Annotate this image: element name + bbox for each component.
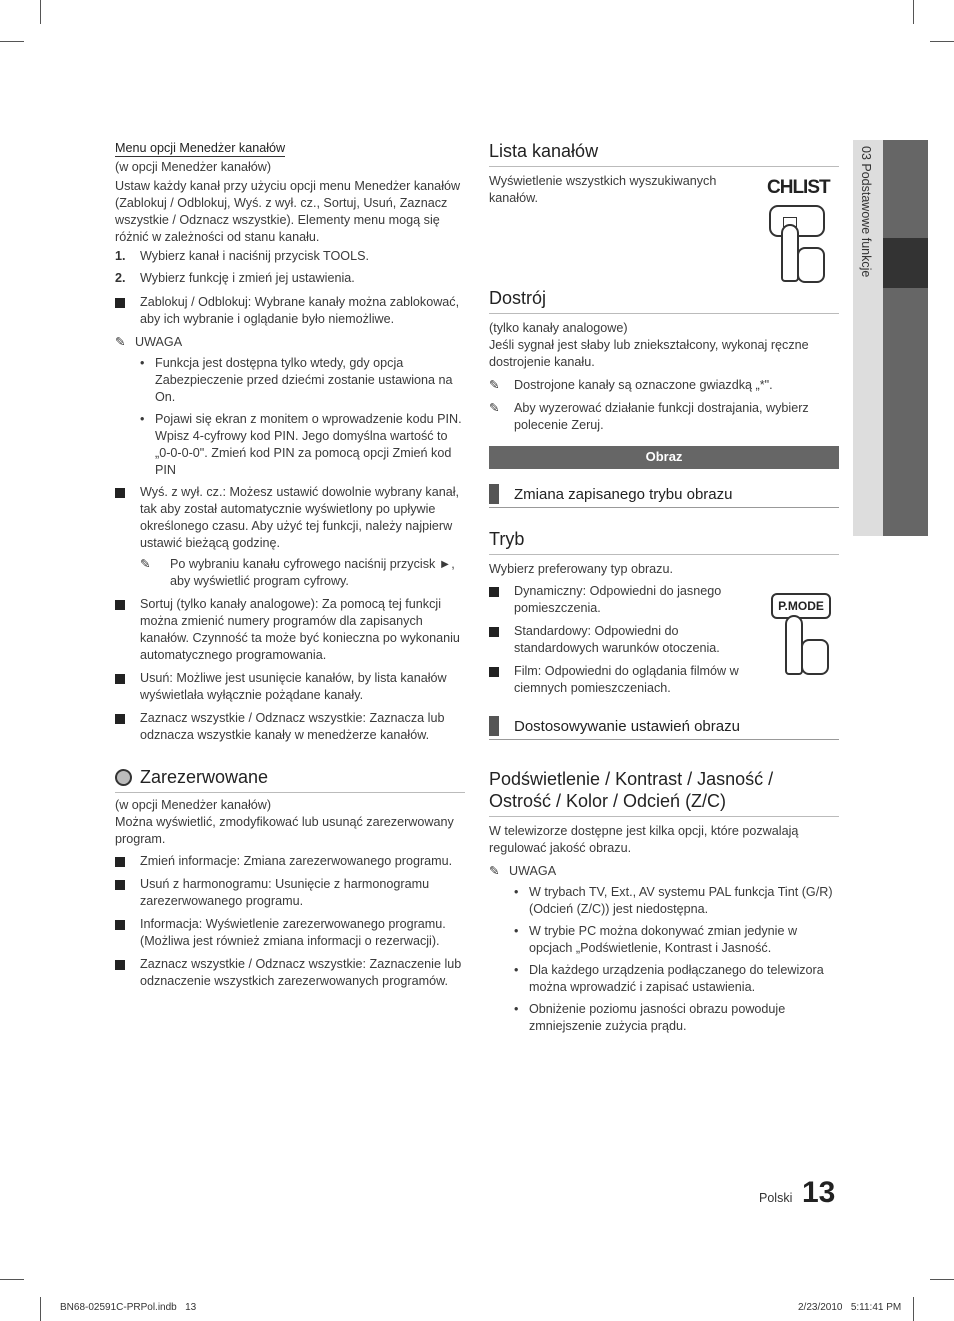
menu-heading: Menu opcji Menedżer kanałów — [115, 141, 286, 155]
reserved-info — [115, 916, 465, 950]
list-item-timer — [115, 484, 465, 552]
clock-icon — [115, 769, 132, 786]
chlist-remote-icon — [767, 179, 829, 283]
backlight-note-1: • W trybach TV, Ext., AV systemu PAL funkcja Tint (G/R) (Odcień (Z/C)) jest niedostępna. — [514, 885, 833, 916]
pencil-icon: ✎ — [115, 335, 126, 349]
step-1-text: Wybierz kanał i naciśnij przycisk TOOLS. — [140, 249, 369, 263]
timer-note — [140, 556, 465, 590]
r-cancel-text: Usuń z harmonogramu: Usunięcie z harmonogramu zarezerwowanego programu. — [140, 877, 430, 908]
adjust-text: Dostosowywanie ustawień obrazu — [514, 718, 740, 735]
reserved-cancel — [115, 876, 465, 910]
backlight-title: Podświetlenie / Kontrast / Jasność / Ostrość / Kolor / Odcień (Z/C) — [489, 768, 839, 817]
delete-text: Usuń: Możliwe jest usunięcie kanałów, by lista kanałów wyświetlała wyłącznie pożądane kanały. — [140, 671, 447, 702]
reserved-intro: Można wyświetlić, zmodyfikować lub usunąć zarezerwowany program. — [115, 815, 454, 846]
r-info-text: Informacja: Wyświetlenie zarezerwowanego programu. (Możliwa jest również zmiana informacji o rezerwacji). — [140, 917, 446, 948]
right-column — [489, 140, 839, 1035]
list-section — [489, 173, 839, 283]
lock-note-2-text: Pojawi się ekran z monitem o wprowadzenie kodu PIN. Wpisz 4-cyfrowy kod PIN. Jego domyślna wartość to „0-0-0-0". Zmień kod PIN za pomocą opcji Zmień kod PIN — [155, 412, 462, 477]
fine-note-2 — [489, 400, 839, 434]
pencil-icon: ✎ — [140, 557, 151, 571]
side-tab-label: 03 Podstawowe funkcje — [859, 146, 873, 278]
pmode-remote-icon — [771, 593, 833, 677]
picture-section-bar: Obraz — [489, 446, 839, 469]
backlight-note-4: • Obniżenie poziomu jasności obrazu powoduje zmniejszenie zużycia prądu. — [514, 1002, 786, 1033]
fine-title: Dostrój — [489, 287, 839, 314]
footer-language: Polski — [759, 1191, 793, 1205]
step-2-text: Wybierz funkcję i zmień jej ustawienia. — [140, 271, 355, 285]
note-label: UWAGA — [135, 335, 183, 349]
movie-text: Film: Odpowiedni do oglądania filmów w ciemnych pomieszczeniach. — [514, 664, 739, 695]
note-label-right: UWAGA — [509, 864, 557, 878]
page-number: 13 — [802, 1176, 836, 1209]
list-item-delete — [115, 670, 465, 704]
backlight-desc: W telewizorze dostępne jest kilka opcji, które pozwalają regulować jakość obrazu. — [489, 824, 799, 855]
list-title: Lista kanałów — [489, 140, 839, 167]
footer-date: 2/23/2010 5:11:41 PM — [798, 1302, 902, 1313]
reserved-title-text: Zarezerwowane — [140, 767, 269, 787]
fine-desc: Jeśli sygnał jest słaby lub zniekształcony, wykonaj ręczne dostrojenie kanału. — [489, 338, 809, 369]
step-1: 1. Wybierz kanał i naciśnij przycisk TOOLS. — [115, 249, 369, 263]
mode-desc: Wybierz preferowany typ obrazu. — [489, 562, 673, 576]
list-item-select-all — [115, 710, 465, 744]
backlight-note-3: • Dla każdego urządzenia podłączanego do telewizora można wprowadzić i zapisać ustawienia. — [514, 963, 824, 994]
reserved-change — [115, 853, 465, 870]
reserved-title — [115, 766, 465, 793]
footer-file: BN68-02591C-PRPol.indb 13 — [60, 1302, 197, 1313]
pencil-icon: ✎ — [489, 401, 500, 415]
sort-text: Sortuj (tylko kanały analogowe): Za pomocą tej funkcji można zmienić numery programów dla zapisanych kanałów. Czynność ta może być konieczna po wykonaniu automatycznego programowania. — [140, 597, 460, 662]
list-item-sort — [115, 596, 465, 664]
fine-note-1 — [489, 377, 839, 394]
reserved-select — [115, 956, 465, 990]
note-heading — [115, 334, 465, 351]
r-change-text: Zmień informacje: Zmiana zarezerwowanego programu. — [140, 854, 453, 868]
b-note-1-text: W trybach TV, Ext., AV systemu PAL funkcja Tint (G/R) (Odcień (Z/C)) jest niedostępna. — [529, 885, 833, 916]
step-2: 2. Wybierz funkcję i zmień jej ustawienia. — [115, 271, 355, 285]
adjust-heading — [489, 715, 839, 740]
list-desc: Wyświetlenie wszystkich wyszukiwanych kanałów. — [489, 174, 717, 205]
change-mode-heading — [489, 483, 839, 508]
mode-movie — [489, 663, 759, 697]
chlist-label: CHLIST — [767, 177, 830, 198]
standard-text: Standardowy: Odpowiedni do standardowych warunków otoczenia. — [514, 624, 720, 655]
dynamic-text: Dynamiczny: Odpowiedni do jasnego pomieszczenia. — [514, 584, 722, 615]
mode-dynamic — [489, 583, 759, 617]
lock-note-2: • Pojawi się ekran z monitem o wprowadzenie kodu PIN. Wpisz 4-cyfrowy kod PIN. Jego domyślna wartość to „0-0-0-0". Zmień kod PIN za pomocą opcji Zmień kod PIN — [140, 412, 462, 477]
list-item-lock — [115, 294, 465, 328]
b-note-3-text: Dla każdego urządzenia podłączanego do telewizora można wprowadzić i zapisać ustawienia. — [529, 963, 824, 994]
change-mode-text: Zmiana zapisanego trybu obrazu — [514, 486, 733, 503]
pencil-icon: ✎ — [489, 864, 500, 878]
timer-text: Wyś. z wył. cz.: Możesz ustawić dowolnie wybrany kanał, tak aby został automatycznie wyświetlony po upływie określonego czasu. Aby użyć tej funkcji, należy najpierw ustawić bieżącą godzinę. — [140, 485, 460, 550]
pencil-icon: ✎ — [489, 378, 500, 392]
side-tab-marker — [883, 238, 928, 288]
mode-title: Tryb — [489, 528, 839, 555]
select-all-text: Zaznacz wszystkie / Odznacz wszystkie: Zaznacza lub odznacza wszystkie kanały w menedżerze kanałów. — [140, 711, 445, 742]
b-note-4-text: Obniżenie poziomu jasności obrazu powoduje zmniejszenie zużycia prądu. — [529, 1002, 786, 1033]
backlight-note-2: • W trybie PC można dokonywać zmian jedynie w opcjach „Podświetlenie, Kontrast i Jasność. — [514, 924, 798, 955]
menu-context: (w opcji Menedżer kanałów) — [115, 160, 272, 174]
fine-note-1-text: Dostrojone kanały są oznaczone gwiazdką „*". — [514, 378, 773, 392]
reserved-context: (w opcji Menedżer kanałów) — [115, 798, 272, 812]
side-tab-dark — [883, 140, 928, 536]
fine-note-2-text: Aby wyzerować działanie funkcji dostrajania, wybierz polecenie Zeruj. — [514, 401, 809, 432]
intro-text: Ustaw każdy kanał przy użyciu opcji menu Menedżer kanałów (Zablokuj / Odblokuj, Wyś. z wył. cz., Sortuj, Usuń, Zaznacz wszystkie / Odznacz wszystkie). Elementy menu mogą się różnić w zależności od stanu kanału. — [115, 179, 461, 244]
lock-text: Zablokuj / Odblokuj: Wybrane kanały można zablokować, aby ich wybranie i oglądanie było niemożliwe. — [140, 295, 460, 326]
lock-note-1-text: Funkcja jest dostępna tylko wtedy, gdy opcja Zabezpieczenie przed dziećmi zostanie ustawiona na On. — [155, 356, 453, 404]
b-note-2-text: W trybie PC można dokonywać zmian jedynie w opcjach „Podświetlenie, Kontrast i Jasność. — [529, 924, 798, 955]
note-heading-right — [489, 863, 839, 880]
timer-note-text: Po wybraniu kanału cyfrowego naciśnij przycisk ►, aby wyświetlić program cyfrowy. — [170, 557, 455, 588]
lock-note-1: • Funkcja jest dostępna tylko wtedy, gdy opcja Zabezpieczenie przed dziećmi zostanie ustawiona na On. — [140, 356, 453, 404]
r-select-text: Zaznacz wszystkie / Odznacz wszystkie: Zaznaczenie lub odznaczenie wszystkich zarezerwowanych programów. — [140, 957, 462, 988]
pmode-label: P.MODE — [771, 593, 831, 619]
fine-context: (tylko kanały analogowe) — [489, 321, 628, 335]
left-column — [115, 140, 465, 990]
mode-standard — [489, 623, 759, 657]
mode-section — [489, 561, 839, 697]
